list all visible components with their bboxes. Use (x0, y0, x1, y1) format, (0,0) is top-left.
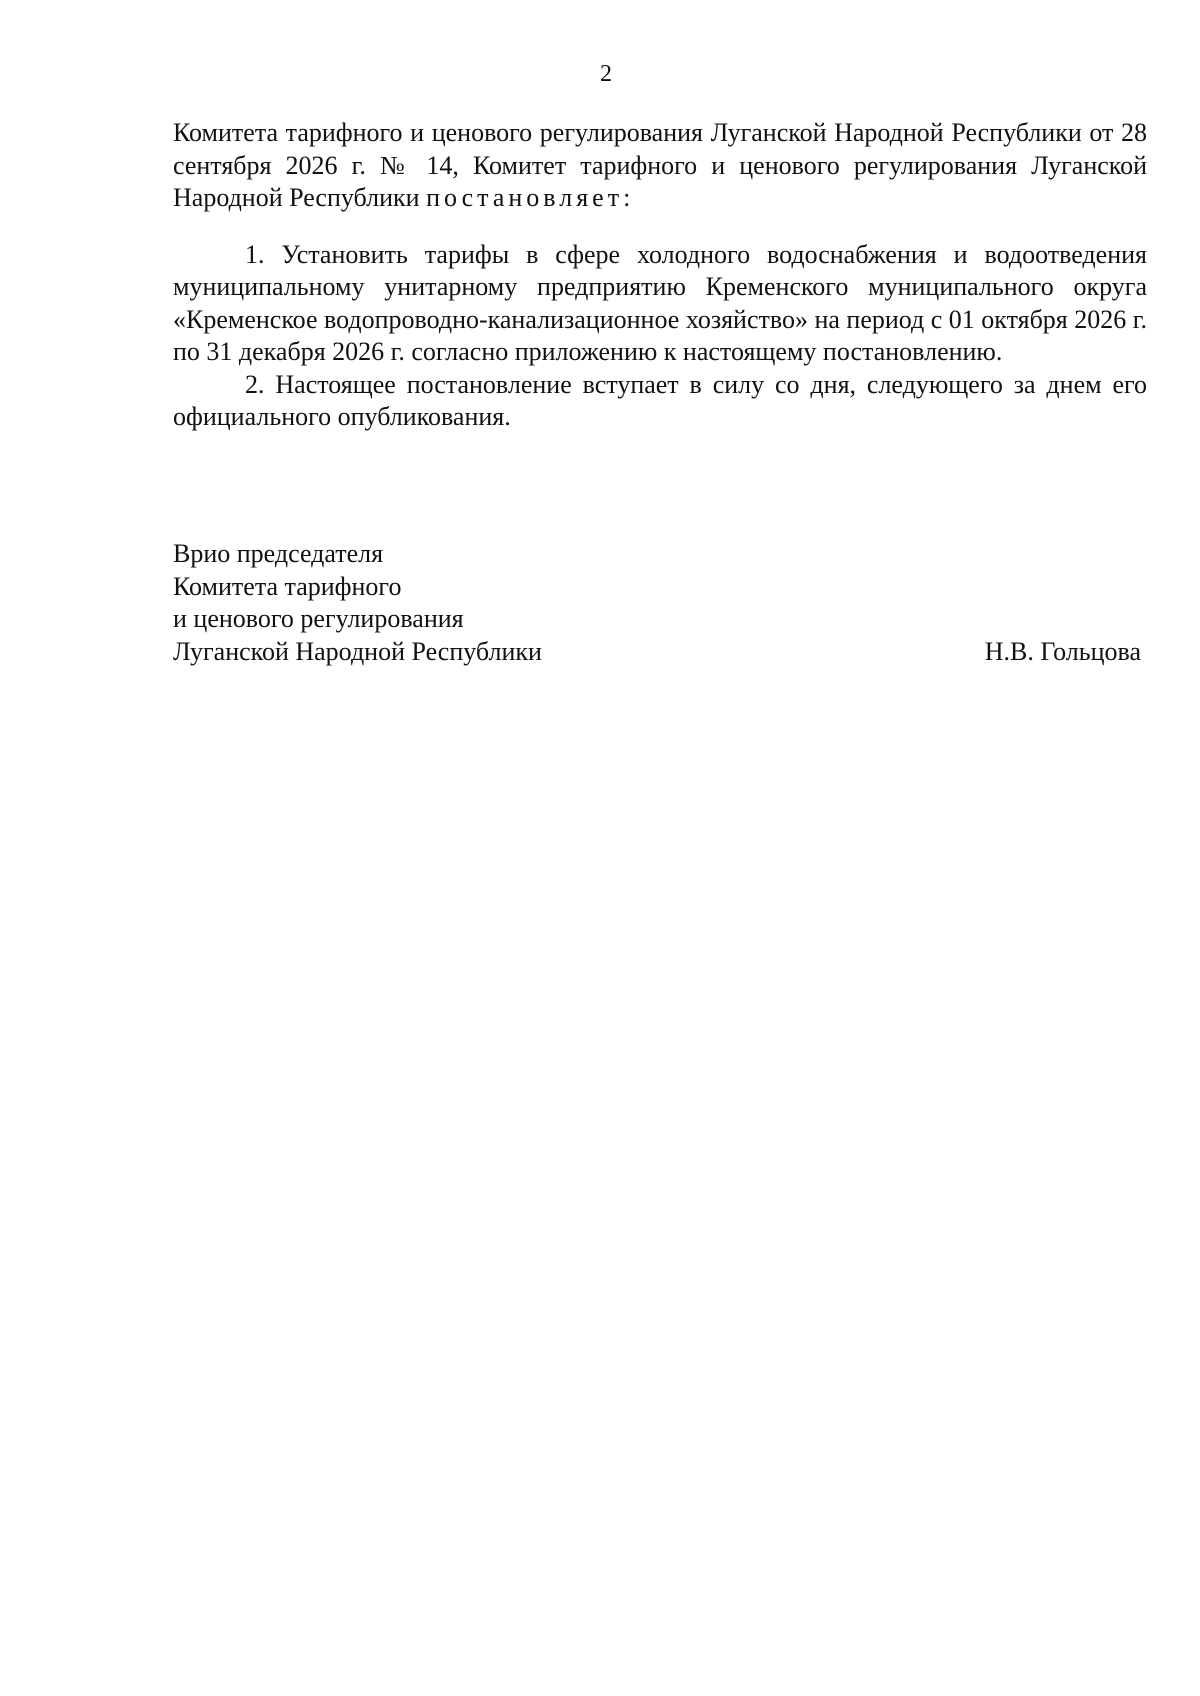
preamble-paragraph (173, 117, 1147, 215)
clause-1: 1. Установить тарифы в сфере холодного водоснабжения и водоотведения муниципальному унитарному предприятию Кременского муниципального округа «Кременское водопроводно-канализационное хозяйство» на период с 01 октября 2026 г. по 31 декабря 2026 г. согласно приложению к настоящему постановлению. (173, 239, 1147, 366)
signatory-title-line-2: Комитета тарифного (173, 571, 402, 601)
preamble-colon: : (623, 183, 631, 212)
paragraph-gap (173, 215, 1147, 239)
preamble-text: Комитета тарифного и ценового регулирования Луганской Народной Республики от 28 сентября 2026 г. № 14, Комитет тарифного и ценового регулирования Луганской Народной Республики (173, 118, 1147, 212)
clause-2: 2. Настоящее постановление вступает в силу со дня, следующего за днем его официального опубликования. (173, 369, 1147, 431)
page-number: 2 (600, 61, 612, 87)
signatory-title-line-4: Луганской Народной Республики (173, 636, 542, 666)
signature-block (173, 538, 1147, 668)
document-body (173, 117, 1147, 434)
signatory-title-line-3: и ценового регулирования (173, 604, 464, 633)
signatory-title-line-1: Врио председателя (173, 539, 384, 568)
signatory-final-line (173, 636, 1141, 669)
signatory-name: Н.В. Гольцова (984, 636, 1141, 666)
resolution-word: постановляет (426, 183, 624, 212)
